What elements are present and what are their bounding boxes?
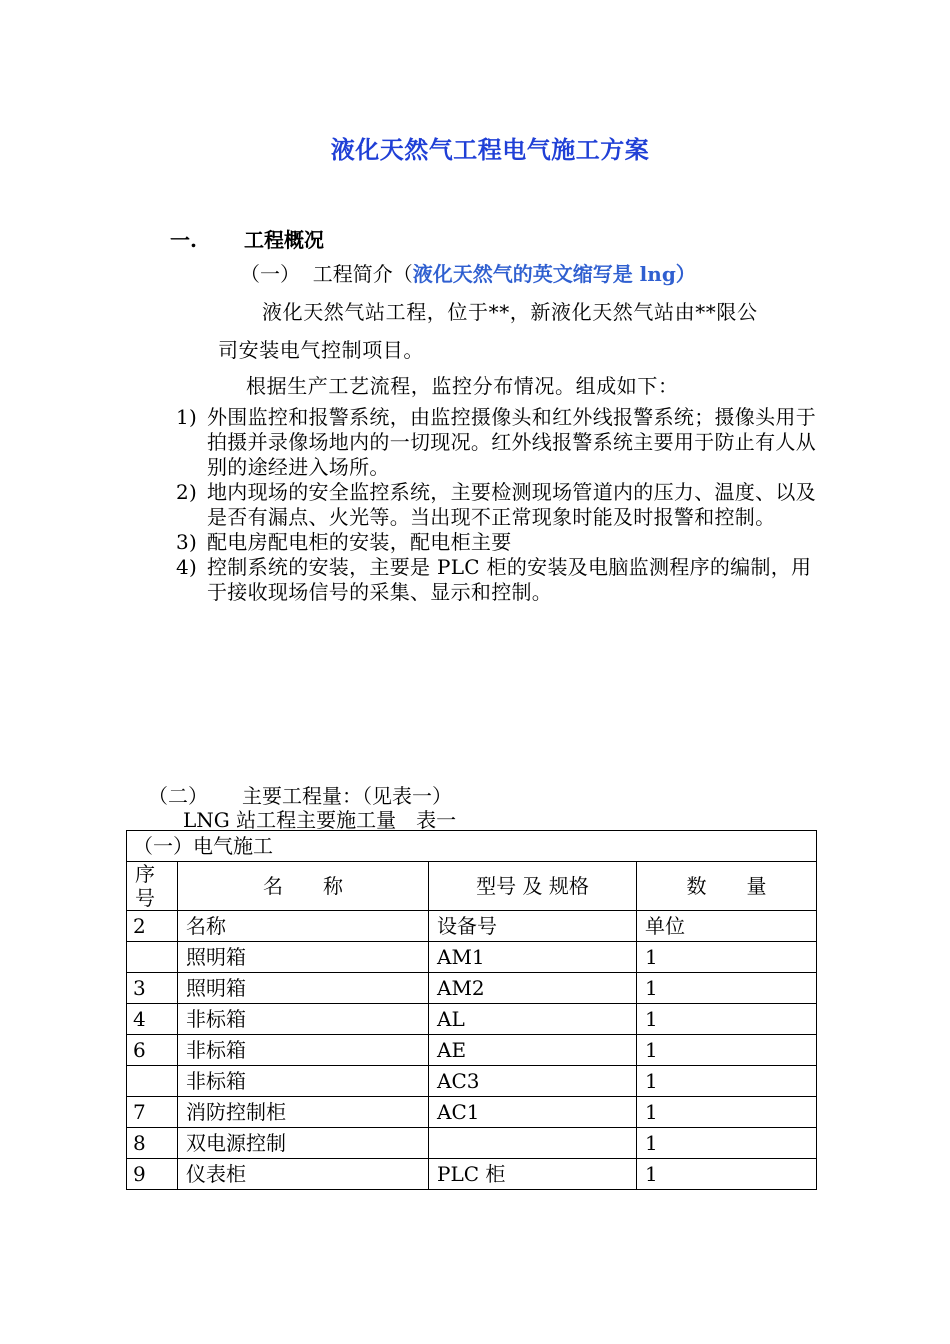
table-row bbox=[127, 1004, 817, 1035]
list-item bbox=[176, 405, 816, 480]
cell-model: 设备号 bbox=[429, 911, 637, 942]
section-heading-overview bbox=[170, 224, 324, 253]
paragraph-project-line2: 司安装电气控制项目。 bbox=[218, 338, 424, 362]
cell-quantity: 1 bbox=[637, 1035, 817, 1066]
cell-index: 9 bbox=[127, 1159, 178, 1190]
cell-name: 非标箱 bbox=[178, 1066, 429, 1097]
page-title: 液化天然气工程电气施工方案 bbox=[330, 135, 650, 164]
cell-model: AC1 bbox=[429, 1097, 637, 1128]
cell-index: 2 bbox=[127, 911, 178, 942]
table-row bbox=[127, 1097, 817, 1128]
column-header-quantity: 数 量 bbox=[637, 862, 817, 911]
system-list bbox=[176, 405, 816, 605]
table-row bbox=[127, 1035, 817, 1066]
cell-model: AC3 bbox=[429, 1066, 637, 1097]
column-header-model: 型号 及 规格 bbox=[429, 862, 637, 911]
paragraph-project-line1: 液化天然气站工程，位于**，新液化天然气站由**限公 bbox=[262, 300, 758, 324]
table-row bbox=[127, 942, 817, 973]
cell-index: 8 bbox=[127, 1128, 178, 1159]
paragraph-composition: 根据生产工艺流程，监控分布情况。组成如下： bbox=[246, 374, 679, 398]
table-row bbox=[127, 911, 817, 942]
table-caption: LNG 站工程主要施工量 表一 bbox=[183, 808, 457, 832]
subsection-heading-intro bbox=[240, 258, 696, 287]
subsection-highlight: 液化天然气的英文缩写是 lng） bbox=[412, 262, 696, 286]
subsection-number: （二） bbox=[148, 784, 208, 808]
subsection-label: 工程简介（ bbox=[312, 262, 413, 286]
list-item bbox=[176, 555, 816, 605]
cell-quantity: 1 bbox=[637, 1097, 817, 1128]
cell-name: 仪表柜 bbox=[178, 1159, 429, 1190]
table-group-header: （一）电气施工 bbox=[127, 831, 817, 862]
table-row bbox=[127, 1159, 817, 1190]
cell-index bbox=[127, 942, 178, 973]
cell-index: 7 bbox=[127, 1097, 178, 1128]
list-item-number: 4) bbox=[176, 555, 198, 579]
list-item-text: 配电房配电柜的安装，配电柜主要 bbox=[207, 530, 512, 554]
list-item bbox=[176, 480, 816, 530]
list-item-number: 1) bbox=[176, 405, 198, 429]
table-row bbox=[127, 1066, 817, 1097]
cell-quantity: 1 bbox=[637, 1159, 817, 1190]
list-item-number: 3) bbox=[176, 530, 198, 554]
section-label: 工程概况 bbox=[244, 228, 324, 252]
cell-model bbox=[429, 1128, 637, 1159]
cell-name: 双电源控制 bbox=[178, 1128, 429, 1159]
cell-quantity: 单位 bbox=[637, 911, 817, 942]
cell-name: 非标箱 bbox=[178, 1004, 429, 1035]
table-row bbox=[127, 1128, 817, 1159]
table-row bbox=[127, 973, 817, 1004]
cell-model: PLC 柜 bbox=[429, 1159, 637, 1190]
table-header-row bbox=[127, 862, 817, 911]
cell-quantity: 1 bbox=[637, 973, 817, 1004]
section-number: 一. bbox=[170, 228, 197, 252]
subsection-label: 主要工程量：（见表一） bbox=[242, 784, 452, 808]
column-header-name: 名 称 bbox=[178, 862, 429, 911]
cell-name: 非标箱 bbox=[178, 1035, 429, 1066]
quantity-table bbox=[126, 830, 817, 1190]
cell-quantity: 1 bbox=[637, 1066, 817, 1097]
cell-name: 消防控制柜 bbox=[178, 1097, 429, 1128]
cell-name: 照明箱 bbox=[178, 973, 429, 1004]
list-item-number: 2) bbox=[176, 480, 198, 504]
column-header-index: 序号 bbox=[127, 862, 178, 911]
cell-quantity: 1 bbox=[637, 1128, 817, 1159]
cell-quantity: 1 bbox=[637, 1004, 817, 1035]
cell-quantity: 1 bbox=[637, 942, 817, 973]
cell-name: 照明箱 bbox=[178, 942, 429, 973]
cell-model: AM2 bbox=[429, 973, 637, 1004]
subsection-number: （一） bbox=[240, 262, 300, 286]
cell-index: 4 bbox=[127, 1004, 178, 1035]
cell-model: AL bbox=[429, 1004, 637, 1035]
list-item-text: 外围监控和报警系统，由监控摄像头和红外线报警系统；摄像头用于拍摄并录像场地内的一切现况。红外线报警系统主要用于防止有人从别的途经进入场所。 bbox=[207, 405, 816, 479]
cell-index: 3 bbox=[127, 973, 178, 1004]
cell-index bbox=[127, 1066, 178, 1097]
list-item-text: 控制系统的安装，主要是 PLC 柜的安装及电脑监测程序的编制，用于接收现场信号的采集、显示和控制。 bbox=[207, 555, 812, 604]
cell-index: 6 bbox=[127, 1035, 178, 1066]
list-item-text: 地内现场的安全监控系统，主要检测现场管道内的压力、温度、以及是否有漏点、火光等。当出现不正常现象时能及时报警和控制。 bbox=[207, 480, 816, 529]
cell-model: AM1 bbox=[429, 942, 637, 973]
list-item bbox=[176, 530, 816, 555]
cell-name: 名称 bbox=[178, 911, 429, 942]
cell-model: AE bbox=[429, 1035, 637, 1066]
